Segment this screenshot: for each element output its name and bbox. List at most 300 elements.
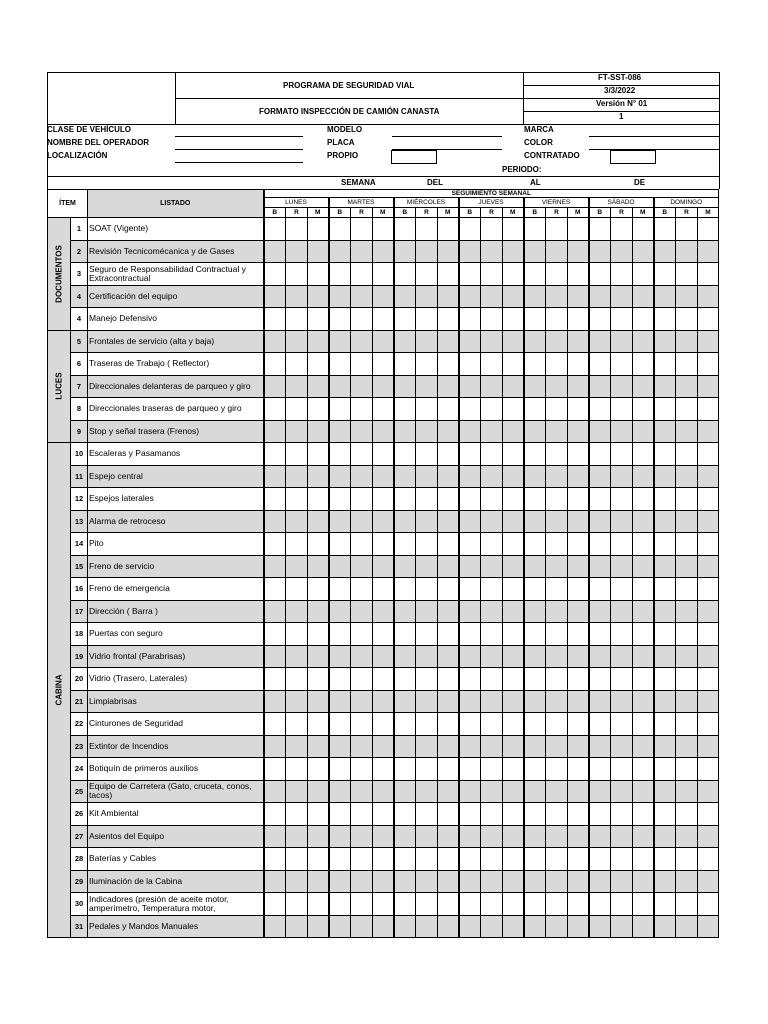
rating-cell[interactable] xyxy=(546,308,568,331)
rating-cell[interactable] xyxy=(546,353,568,376)
rating-cell[interactable] xyxy=(329,398,351,421)
rating-cell[interactable] xyxy=(503,443,524,466)
rating-cell[interactable] xyxy=(308,353,329,376)
rating-cell[interactable] xyxy=(654,713,676,736)
rating-cell[interactable] xyxy=(459,645,481,668)
rating-cell[interactable] xyxy=(308,645,329,668)
rating-cell[interactable] xyxy=(654,510,676,533)
rating-cell[interactable] xyxy=(286,218,308,241)
rating-cell[interactable] xyxy=(611,623,633,646)
rating-cell[interactable] xyxy=(676,330,698,353)
rating-cell[interactable] xyxy=(308,510,329,533)
rating-cell[interactable] xyxy=(546,533,568,556)
rating-cell[interactable] xyxy=(286,870,308,893)
rating-cell[interactable] xyxy=(589,870,611,893)
rating-cell[interactable] xyxy=(264,893,286,916)
rating-cell[interactable] xyxy=(481,488,503,511)
rating-cell[interactable] xyxy=(524,533,546,556)
rating-cell[interactable] xyxy=(308,690,329,713)
rating-cell[interactable] xyxy=(264,915,286,938)
rating-cell[interactable] xyxy=(589,645,611,668)
rating-cell[interactable] xyxy=(264,420,286,443)
rating-cell[interactable] xyxy=(524,780,546,803)
rating-cell[interactable] xyxy=(698,510,719,533)
rating-cell[interactable] xyxy=(438,803,459,826)
rating-cell[interactable] xyxy=(633,848,654,871)
rating-cell[interactable] xyxy=(589,555,611,578)
rating-cell[interactable] xyxy=(481,578,503,601)
rating-cell[interactable] xyxy=(589,803,611,826)
rating-cell[interactable] xyxy=(351,488,373,511)
rating-cell[interactable] xyxy=(524,893,546,916)
rating-cell[interactable] xyxy=(394,218,416,241)
rating-cell[interactable] xyxy=(546,465,568,488)
rating-cell[interactable] xyxy=(481,353,503,376)
rating-cell[interactable] xyxy=(459,578,481,601)
rating-cell[interactable] xyxy=(438,443,459,466)
rating-cell[interactable] xyxy=(373,285,394,308)
rating-cell[interactable] xyxy=(459,263,481,286)
rating-cell[interactable] xyxy=(481,420,503,443)
rating-cell[interactable] xyxy=(394,375,416,398)
rating-cell[interactable] xyxy=(676,848,698,871)
rating-cell[interactable] xyxy=(698,285,719,308)
rating-cell[interactable] xyxy=(611,600,633,623)
rating-cell[interactable] xyxy=(568,915,589,938)
rating-cell[interactable] xyxy=(676,645,698,668)
rating-cell[interactable] xyxy=(459,555,481,578)
modelo-field[interactable] xyxy=(392,136,502,137)
rating-cell[interactable] xyxy=(264,735,286,758)
rating-cell[interactable] xyxy=(633,398,654,421)
rating-cell[interactable] xyxy=(416,330,438,353)
rating-cell[interactable] xyxy=(524,690,546,713)
rating-cell[interactable] xyxy=(546,713,568,736)
rating-cell[interactable] xyxy=(611,420,633,443)
rating-cell[interactable] xyxy=(416,218,438,241)
rating-cell[interactable] xyxy=(568,758,589,781)
rating-cell[interactable] xyxy=(524,263,546,286)
rating-cell[interactable] xyxy=(438,555,459,578)
rating-cell[interactable] xyxy=(394,758,416,781)
rating-cell[interactable] xyxy=(351,510,373,533)
rating-cell[interactable] xyxy=(438,893,459,916)
rating-cell[interactable] xyxy=(264,870,286,893)
rating-cell[interactable] xyxy=(568,735,589,758)
rating-cell[interactable] xyxy=(329,240,351,263)
rating-cell[interactable] xyxy=(654,555,676,578)
rating-cell[interactable] xyxy=(394,263,416,286)
rating-cell[interactable] xyxy=(589,780,611,803)
rating-cell[interactable] xyxy=(264,330,286,353)
rating-cell[interactable] xyxy=(568,780,589,803)
rating-cell[interactable] xyxy=(589,353,611,376)
rating-cell[interactable] xyxy=(416,735,438,758)
rating-cell[interactable] xyxy=(503,375,524,398)
rating-cell[interactable] xyxy=(438,375,459,398)
rating-cell[interactable] xyxy=(264,443,286,466)
rating-cell[interactable] xyxy=(438,870,459,893)
rating-cell[interactable] xyxy=(308,848,329,871)
rating-cell[interactable] xyxy=(416,555,438,578)
rating-cell[interactable] xyxy=(416,690,438,713)
rating-cell[interactable] xyxy=(676,690,698,713)
rating-cell[interactable] xyxy=(286,623,308,646)
rating-cell[interactable] xyxy=(351,825,373,848)
rating-cell[interactable] xyxy=(438,240,459,263)
rating-cell[interactable] xyxy=(438,600,459,623)
rating-cell[interactable] xyxy=(308,240,329,263)
rating-cell[interactable] xyxy=(329,690,351,713)
rating-cell[interactable] xyxy=(546,285,568,308)
rating-cell[interactable] xyxy=(524,375,546,398)
rating-cell[interactable] xyxy=(698,420,719,443)
rating-cell[interactable] xyxy=(459,398,481,421)
rating-cell[interactable] xyxy=(589,263,611,286)
rating-cell[interactable] xyxy=(438,915,459,938)
rating-cell[interactable] xyxy=(394,578,416,601)
rating-cell[interactable] xyxy=(676,375,698,398)
rating-cell[interactable] xyxy=(676,308,698,331)
rating-cell[interactable] xyxy=(524,353,546,376)
rating-cell[interactable] xyxy=(568,645,589,668)
rating-cell[interactable] xyxy=(329,600,351,623)
rating-cell[interactable] xyxy=(286,488,308,511)
rating-cell[interactable] xyxy=(286,533,308,556)
rating-cell[interactable] xyxy=(611,443,633,466)
rating-cell[interactable] xyxy=(416,578,438,601)
rating-cell[interactable] xyxy=(308,218,329,241)
rating-cell[interactable] xyxy=(633,353,654,376)
rating-cell[interactable] xyxy=(633,263,654,286)
rating-cell[interactable] xyxy=(546,803,568,826)
rating-cell[interactable] xyxy=(611,803,633,826)
rating-cell[interactable] xyxy=(438,578,459,601)
rating-cell[interactable] xyxy=(286,758,308,781)
rating-cell[interactable] xyxy=(611,510,633,533)
rating-cell[interactable] xyxy=(286,555,308,578)
rating-cell[interactable] xyxy=(264,713,286,736)
rating-cell[interactable] xyxy=(568,690,589,713)
rating-cell[interactable] xyxy=(611,645,633,668)
rating-cell[interactable] xyxy=(568,600,589,623)
rating-cell[interactable] xyxy=(546,263,568,286)
rating-cell[interactable] xyxy=(373,263,394,286)
rating-cell[interactable] xyxy=(329,735,351,758)
rating-cell[interactable] xyxy=(546,870,568,893)
rating-cell[interactable] xyxy=(373,533,394,556)
rating-cell[interactable] xyxy=(503,623,524,646)
rating-cell[interactable] xyxy=(438,780,459,803)
rating-cell[interactable] xyxy=(568,443,589,466)
rating-cell[interactable] xyxy=(481,623,503,646)
rating-cell[interactable] xyxy=(589,533,611,556)
rating-cell[interactable] xyxy=(351,285,373,308)
rating-cell[interactable] xyxy=(633,735,654,758)
rating-cell[interactable] xyxy=(308,735,329,758)
rating-cell[interactable] xyxy=(264,758,286,781)
rating-cell[interactable] xyxy=(546,780,568,803)
rating-cell[interactable] xyxy=(459,780,481,803)
rating-cell[interactable] xyxy=(589,600,611,623)
rating-cell[interactable] xyxy=(676,668,698,691)
rating-cell[interactable] xyxy=(633,780,654,803)
rating-cell[interactable] xyxy=(351,240,373,263)
rating-cell[interactable] xyxy=(654,308,676,331)
rating-cell[interactable] xyxy=(654,915,676,938)
rating-cell[interactable] xyxy=(351,645,373,668)
rating-cell[interactable] xyxy=(459,465,481,488)
rating-cell[interactable] xyxy=(481,713,503,736)
rating-cell[interactable] xyxy=(633,420,654,443)
rating-cell[interactable] xyxy=(481,668,503,691)
rating-cell[interactable] xyxy=(373,420,394,443)
rating-cell[interactable] xyxy=(698,600,719,623)
rating-cell[interactable] xyxy=(351,600,373,623)
rating-cell[interactable] xyxy=(546,375,568,398)
rating-cell[interactable] xyxy=(394,735,416,758)
rating-cell[interactable] xyxy=(654,285,676,308)
rating-cell[interactable] xyxy=(546,555,568,578)
rating-cell[interactable] xyxy=(698,533,719,556)
rating-cell[interactable] xyxy=(438,218,459,241)
rating-cell[interactable] xyxy=(416,758,438,781)
rating-cell[interactable] xyxy=(308,555,329,578)
rating-cell[interactable] xyxy=(351,420,373,443)
rating-cell[interactable] xyxy=(459,375,481,398)
rating-cell[interactable] xyxy=(459,488,481,511)
rating-cell[interactable] xyxy=(568,308,589,331)
rating-cell[interactable] xyxy=(329,645,351,668)
rating-cell[interactable] xyxy=(524,915,546,938)
rating-cell[interactable] xyxy=(481,308,503,331)
rating-cell[interactable] xyxy=(676,825,698,848)
rating-cell[interactable] xyxy=(568,578,589,601)
rating-cell[interactable] xyxy=(611,780,633,803)
rating-cell[interactable] xyxy=(308,713,329,736)
rating-cell[interactable] xyxy=(503,308,524,331)
rating-cell[interactable] xyxy=(459,803,481,826)
rating-cell[interactable] xyxy=(611,285,633,308)
rating-cell[interactable] xyxy=(676,870,698,893)
rating-cell[interactable] xyxy=(373,758,394,781)
rating-cell[interactable] xyxy=(416,780,438,803)
rating-cell[interactable] xyxy=(286,735,308,758)
rating-cell[interactable] xyxy=(503,533,524,556)
rating-cell[interactable] xyxy=(524,848,546,871)
rating-cell[interactable] xyxy=(503,218,524,241)
rating-cell[interactable] xyxy=(416,713,438,736)
rating-cell[interactable] xyxy=(633,578,654,601)
rating-cell[interactable] xyxy=(654,330,676,353)
rating-cell[interactable] xyxy=(654,465,676,488)
rating-cell[interactable] xyxy=(329,758,351,781)
rating-cell[interactable] xyxy=(611,758,633,781)
rating-cell[interactable] xyxy=(654,780,676,803)
rating-cell[interactable] xyxy=(351,803,373,826)
rating-cell[interactable] xyxy=(568,713,589,736)
rating-cell[interactable] xyxy=(524,825,546,848)
rating-cell[interactable] xyxy=(503,398,524,421)
rating-cell[interactable] xyxy=(394,848,416,871)
rating-cell[interactable] xyxy=(524,420,546,443)
rating-cell[interactable] xyxy=(546,915,568,938)
rating-cell[interactable] xyxy=(438,690,459,713)
rating-cell[interactable] xyxy=(459,690,481,713)
rating-cell[interactable] xyxy=(481,600,503,623)
rating-cell[interactable] xyxy=(394,308,416,331)
rating-cell[interactable] xyxy=(698,398,719,421)
rating-cell[interactable] xyxy=(264,645,286,668)
rating-cell[interactable] xyxy=(286,308,308,331)
rating-cell[interactable] xyxy=(373,825,394,848)
rating-cell[interactable] xyxy=(416,893,438,916)
rating-cell[interactable] xyxy=(524,465,546,488)
rating-cell[interactable] xyxy=(308,780,329,803)
rating-cell[interactable] xyxy=(589,893,611,916)
rating-cell[interactable] xyxy=(286,645,308,668)
rating-cell[interactable] xyxy=(459,735,481,758)
rating-cell[interactable] xyxy=(503,780,524,803)
rating-cell[interactable] xyxy=(503,870,524,893)
rating-cell[interactable] xyxy=(286,285,308,308)
rating-cell[interactable] xyxy=(329,848,351,871)
rating-cell[interactable] xyxy=(589,420,611,443)
rating-cell[interactable] xyxy=(503,578,524,601)
rating-cell[interactable] xyxy=(698,645,719,668)
rating-cell[interactable] xyxy=(329,915,351,938)
rating-cell[interactable] xyxy=(611,690,633,713)
rating-cell[interactable] xyxy=(308,443,329,466)
rating-cell[interactable] xyxy=(503,555,524,578)
rating-cell[interactable] xyxy=(568,398,589,421)
rating-cell[interactable] xyxy=(416,465,438,488)
rating-cell[interactable] xyxy=(394,645,416,668)
rating-cell[interactable] xyxy=(459,870,481,893)
rating-cell[interactable] xyxy=(698,713,719,736)
rating-cell[interactable] xyxy=(698,780,719,803)
rating-cell[interactable] xyxy=(546,510,568,533)
rating-cell[interactable] xyxy=(373,600,394,623)
rating-cell[interactable] xyxy=(416,803,438,826)
rating-cell[interactable] xyxy=(633,465,654,488)
rating-cell[interactable] xyxy=(373,240,394,263)
rating-cell[interactable] xyxy=(633,240,654,263)
rating-cell[interactable] xyxy=(524,668,546,691)
rating-cell[interactable] xyxy=(698,623,719,646)
rating-cell[interactable] xyxy=(264,690,286,713)
rating-cell[interactable] xyxy=(481,533,503,556)
rating-cell[interactable] xyxy=(589,668,611,691)
rating-cell[interactable] xyxy=(633,893,654,916)
rating-cell[interactable] xyxy=(503,825,524,848)
rating-cell[interactable] xyxy=(394,240,416,263)
rating-cell[interactable] xyxy=(568,848,589,871)
propio-checkbox[interactable] xyxy=(391,150,437,164)
rating-cell[interactable] xyxy=(394,893,416,916)
rating-cell[interactable] xyxy=(676,218,698,241)
rating-cell[interactable] xyxy=(676,263,698,286)
rating-cell[interactable] xyxy=(459,330,481,353)
rating-cell[interactable] xyxy=(459,668,481,691)
rating-cell[interactable] xyxy=(351,668,373,691)
rating-cell[interactable] xyxy=(568,420,589,443)
rating-cell[interactable] xyxy=(394,443,416,466)
rating-cell[interactable] xyxy=(611,218,633,241)
rating-cell[interactable] xyxy=(633,488,654,511)
rating-cell[interactable] xyxy=(481,848,503,871)
rating-cell[interactable] xyxy=(373,510,394,533)
rating-cell[interactable] xyxy=(459,308,481,331)
rating-cell[interactable] xyxy=(654,263,676,286)
rating-cell[interactable] xyxy=(633,308,654,331)
rating-cell[interactable] xyxy=(524,443,546,466)
rating-cell[interactable] xyxy=(589,758,611,781)
rating-cell[interactable] xyxy=(286,578,308,601)
rating-cell[interactable] xyxy=(611,488,633,511)
rating-cell[interactable] xyxy=(698,578,719,601)
rating-cell[interactable] xyxy=(373,465,394,488)
rating-cell[interactable] xyxy=(373,893,394,916)
rating-cell[interactable] xyxy=(394,825,416,848)
rating-cell[interactable] xyxy=(633,555,654,578)
rating-cell[interactable] xyxy=(698,758,719,781)
rating-cell[interactable] xyxy=(546,443,568,466)
rating-cell[interactable] xyxy=(351,353,373,376)
rating-cell[interactable] xyxy=(524,803,546,826)
rating-cell[interactable] xyxy=(286,420,308,443)
rating-cell[interactable] xyxy=(698,825,719,848)
rating-cell[interactable] xyxy=(611,465,633,488)
rating-cell[interactable] xyxy=(329,353,351,376)
rating-cell[interactable] xyxy=(633,285,654,308)
rating-cell[interactable] xyxy=(654,218,676,241)
rating-cell[interactable] xyxy=(459,240,481,263)
rating-cell[interactable] xyxy=(351,263,373,286)
rating-cell[interactable] xyxy=(264,803,286,826)
rating-cell[interactable] xyxy=(286,465,308,488)
rating-cell[interactable] xyxy=(546,240,568,263)
rating-cell[interactable] xyxy=(633,375,654,398)
rating-cell[interactable] xyxy=(676,578,698,601)
rating-cell[interactable] xyxy=(373,735,394,758)
rating-cell[interactable] xyxy=(589,465,611,488)
rating-cell[interactable] xyxy=(481,893,503,916)
rating-cell[interactable] xyxy=(394,533,416,556)
localizacion-field[interactable] xyxy=(175,162,303,163)
rating-cell[interactable] xyxy=(264,578,286,601)
rating-cell[interactable] xyxy=(329,803,351,826)
rating-cell[interactable] xyxy=(676,443,698,466)
rating-cell[interactable] xyxy=(611,915,633,938)
rating-cell[interactable] xyxy=(394,398,416,421)
rating-cell[interactable] xyxy=(286,893,308,916)
rating-cell[interactable] xyxy=(546,668,568,691)
rating-cell[interactable] xyxy=(503,465,524,488)
rating-cell[interactable] xyxy=(308,600,329,623)
rating-cell[interactable] xyxy=(568,263,589,286)
rating-cell[interactable] xyxy=(654,848,676,871)
rating-cell[interactable] xyxy=(416,510,438,533)
rating-cell[interactable] xyxy=(568,330,589,353)
rating-cell[interactable] xyxy=(611,353,633,376)
rating-cell[interactable] xyxy=(351,735,373,758)
rating-cell[interactable] xyxy=(568,353,589,376)
rating-cell[interactable] xyxy=(438,758,459,781)
rating-cell[interactable] xyxy=(416,848,438,871)
marca-field[interactable] xyxy=(589,136,720,137)
rating-cell[interactable] xyxy=(416,353,438,376)
